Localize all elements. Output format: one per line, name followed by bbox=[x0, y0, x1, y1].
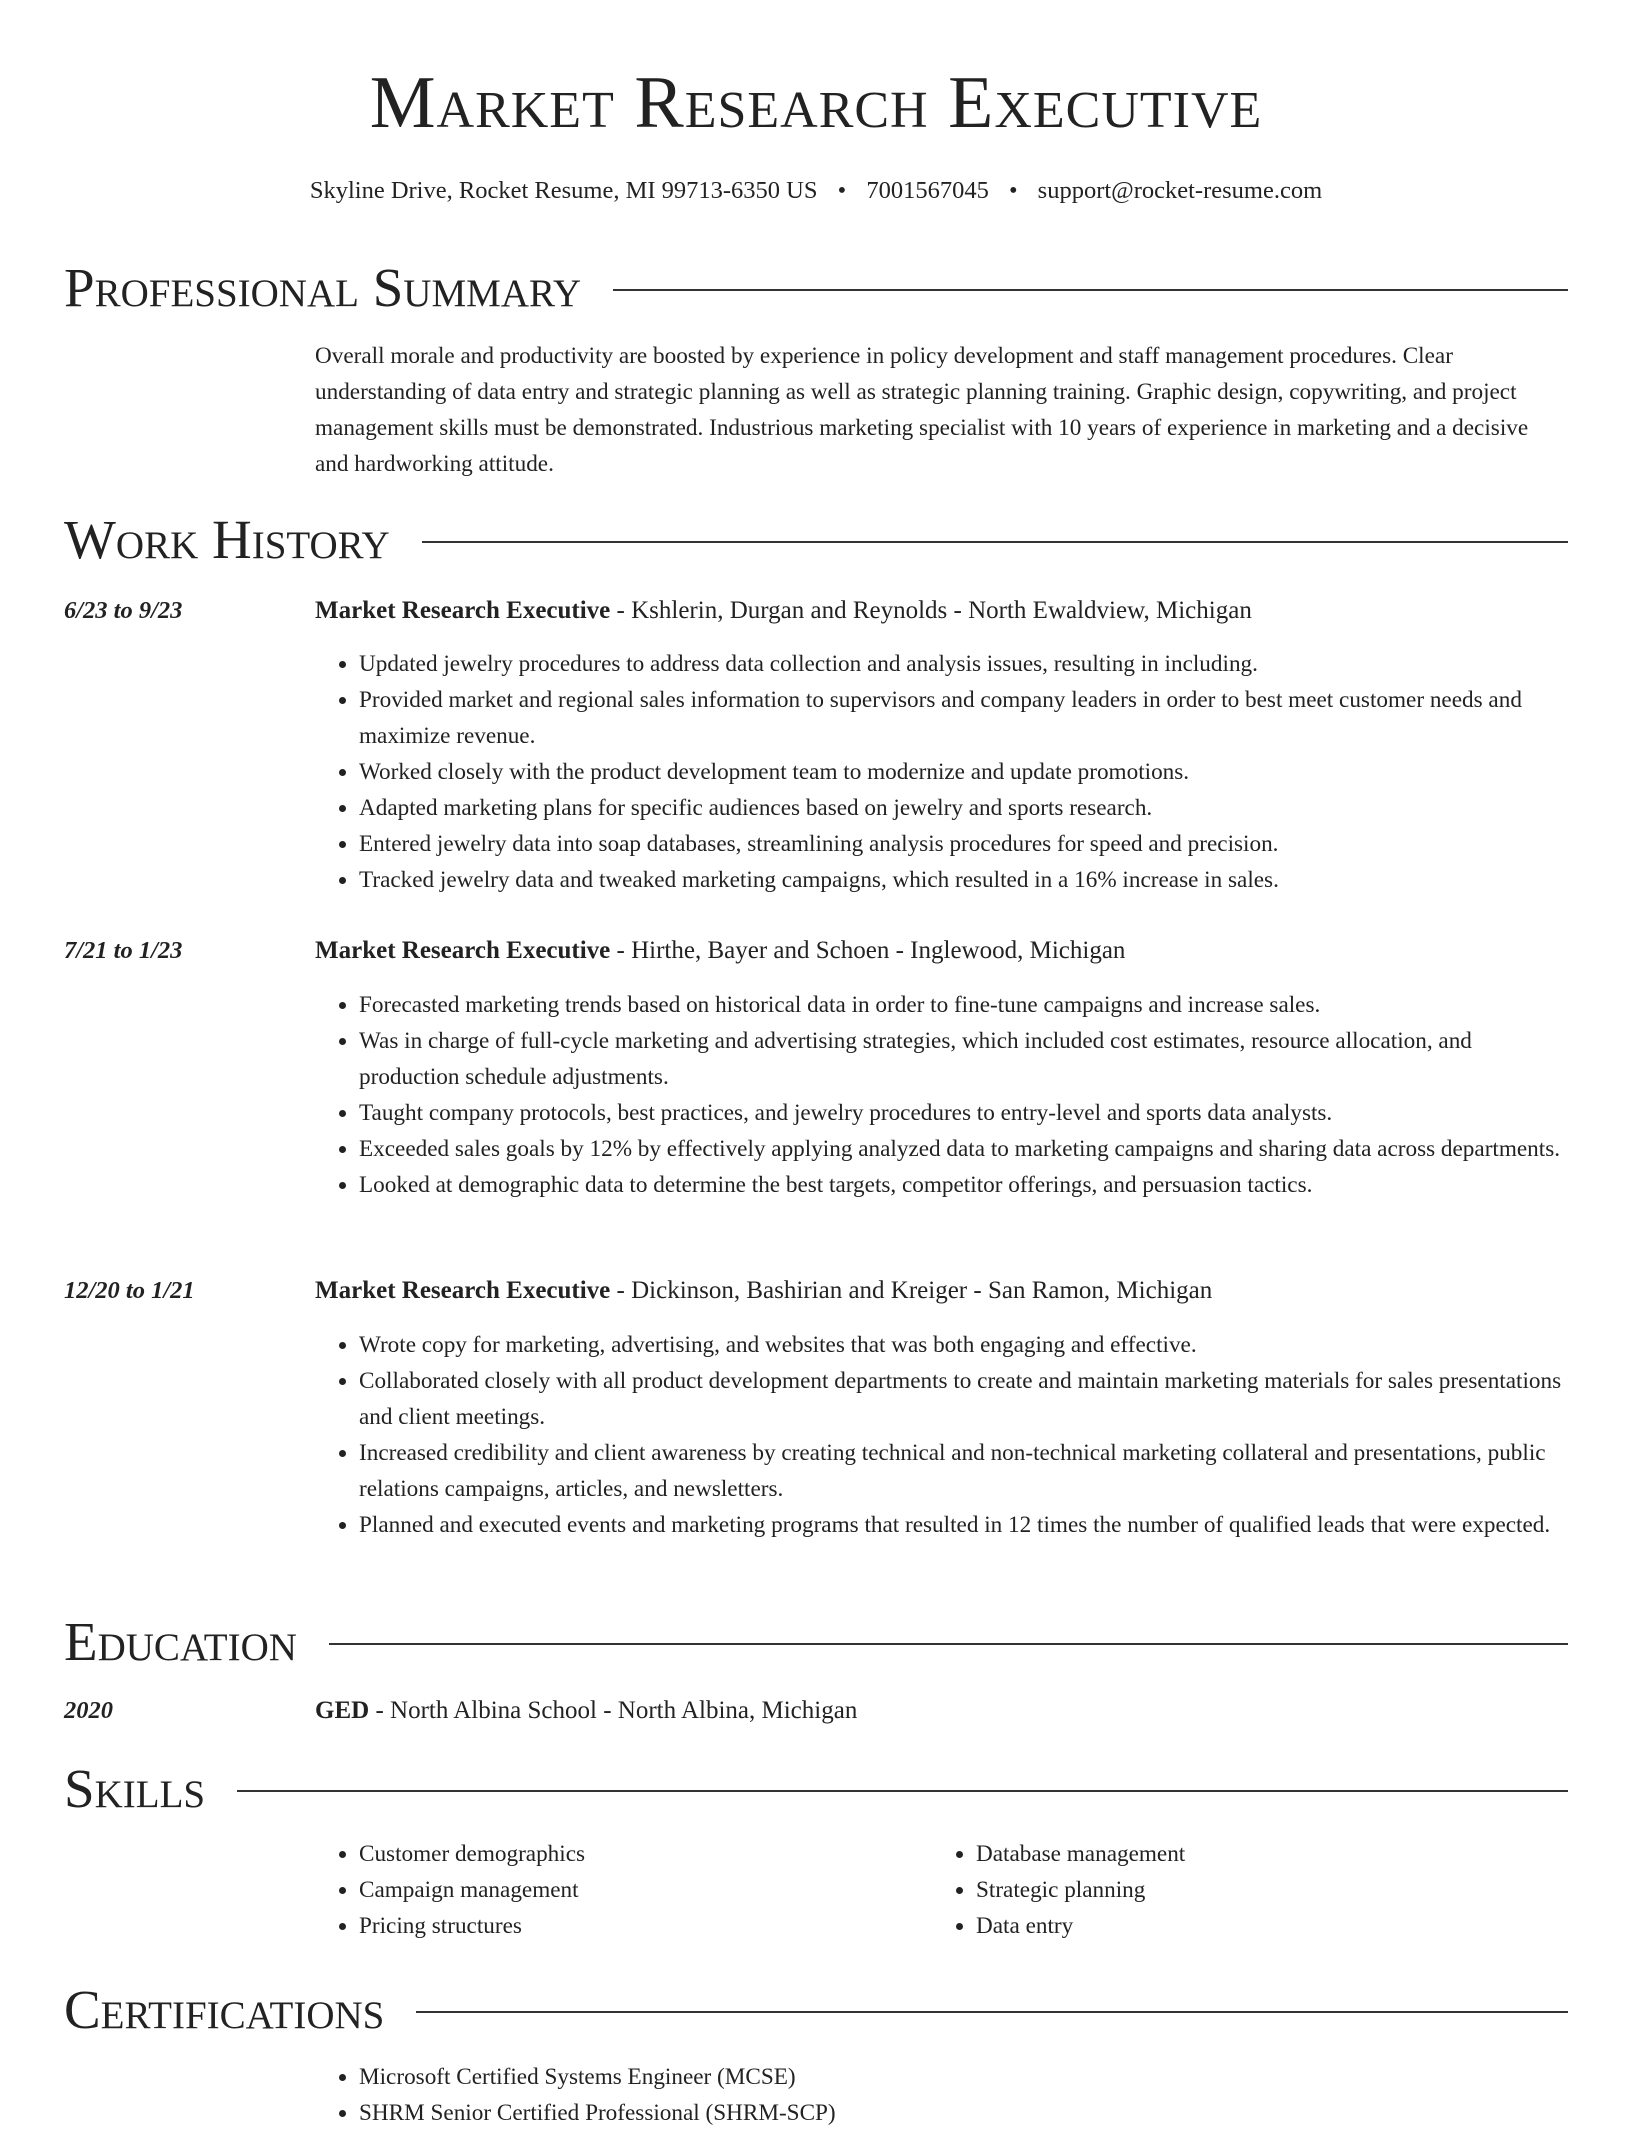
list-item: • Planned and executed events and marketing programs that resulted in 12 times the number of qualified leads that were expected. bbox=[359, 1507, 1565, 1543]
contact-phone: 7001567045 bbox=[866, 177, 989, 204]
job-heading bbox=[315, 933, 1125, 969]
job-title: Market Research Executive bbox=[315, 1277, 611, 1304]
section-header-skills bbox=[64, 1757, 1568, 1821]
job-date: 6/23 to 9/23 bbox=[64, 597, 183, 624]
skills-list-right bbox=[932, 1836, 1512, 1944]
job-title: Market Research Executive bbox=[315, 597, 611, 624]
certifications-list bbox=[315, 2059, 1565, 2131]
section-header-certifications bbox=[64, 1978, 1568, 2042]
education-details: - North Albina School - North Albina, Michigan bbox=[369, 1697, 858, 1724]
skill-item: • Strategic planning bbox=[976, 1872, 1512, 1908]
list-item: • Tracked jewelry data and tweaked marketing campaigns, which resulted in a 16% increase in sales. bbox=[359, 862, 1565, 898]
contact-separator: • bbox=[837, 177, 847, 204]
skill-item: • Campaign management bbox=[359, 1872, 895, 1908]
list-item: • Exceeded sales goals by 12% by effectively applying analyzed data to marketing campaigns and sharing data across departments. bbox=[359, 1131, 1565, 1167]
job-bullets bbox=[315, 1327, 1565, 1543]
certification-item: • SHRM Senior Certified Professional (SHRM-SCP) bbox=[359, 2095, 1565, 2131]
section-title: Education bbox=[64, 1611, 297, 1672]
list-item: • Collaborated closely with all product development departments to create and maintain marketing materials for sales presentations and client meetings. bbox=[359, 1363, 1565, 1435]
section-divider bbox=[329, 1643, 1568, 1645]
section-header-summary bbox=[64, 256, 1568, 320]
job-details: - Dickinson, Bashirian and Kreiger - San Ramon, Michigan bbox=[610, 1277, 1213, 1304]
certification-item: • Microsoft Certified Systems Engineer (MCSE) bbox=[359, 2059, 1565, 2095]
resume-name: Market Research Executive bbox=[369, 62, 1263, 144]
contact-line bbox=[0, 174, 1632, 208]
job-heading bbox=[315, 593, 1252, 629]
contact-address: Skyline Drive, Rocket Resume, MI 99713-6350 US bbox=[309, 177, 818, 204]
skill-item: • Data entry bbox=[976, 1908, 1512, 1944]
skill-item: • Database management bbox=[976, 1836, 1512, 1872]
section-divider bbox=[613, 289, 1568, 291]
summary-text: Overall morale and productivity are boosted by experience in policy development and staff management procedures. Clear understanding of data entry and strategic planning as well as strategic planning training. Graphic design, copywriting, and project management skills must be demonstrated. Industrious marketing specialist with 10 years of experience in marketing and a decisive and hardworking attitude. bbox=[315, 343, 1529, 477]
section-divider bbox=[422, 541, 1568, 543]
section-title: Skills bbox=[64, 1758, 206, 1819]
section-title: Professional Summary bbox=[64, 257, 582, 318]
job-details: - Hirthe, Bayer and Schoen - Inglewood, Michigan bbox=[610, 937, 1126, 964]
list-item: • Looked at demographic data to determine the best targets, competitor offerings, and persuasion tactics. bbox=[359, 1167, 1565, 1203]
list-item: • Worked closely with the product development team to modernize and update promotions. bbox=[359, 754, 1565, 790]
list-item: • Forecasted marketing trends based on historical data in order to fine-tune campaigns and increase sales. bbox=[359, 987, 1565, 1023]
section-title: Work History bbox=[64, 509, 390, 570]
list-item: • Taught company protocols, best practices, and jewelry procedures to entry-level and sports data analysts. bbox=[359, 1095, 1565, 1131]
job-bullets bbox=[315, 987, 1565, 1203]
section-title: Certifications bbox=[64, 1979, 385, 2040]
education-date: 2020 bbox=[64, 1697, 113, 1724]
job-heading bbox=[315, 1273, 1212, 1309]
job-date: 12/20 to 1/21 bbox=[64, 1277, 195, 1304]
job-details: - Kshlerin, Durgan and Reynolds - North Ewaldview, Michigan bbox=[610, 597, 1252, 624]
education-degree: GED bbox=[315, 1697, 370, 1724]
job-bullets bbox=[315, 646, 1565, 898]
job-title: Market Research Executive bbox=[315, 937, 611, 964]
list-item: • Increased credibility and client awareness by creating technical and non-technical marketing collateral and presentations, public relations campaigns, articles, and newsletters. bbox=[359, 1435, 1565, 1507]
section-divider bbox=[416, 2011, 1568, 2013]
section-divider bbox=[237, 1790, 1568, 1792]
section-header-work-history bbox=[64, 508, 1568, 572]
list-item: • Entered jewelry data into soap databases, streamlining analysis procedures for speed and precision. bbox=[359, 826, 1565, 862]
section-header-education bbox=[64, 1610, 1568, 1674]
education-heading bbox=[315, 1693, 857, 1729]
list-item: • Updated jewelry procedures to address data collection and analysis issues, resulting in including. bbox=[359, 646, 1565, 682]
list-item: • Was in charge of full-cycle marketing and advertising strategies, which included cost estimates, resource allocation, and production schedule adjustments. bbox=[359, 1023, 1565, 1095]
skill-item: • Pricing structures bbox=[359, 1908, 895, 1944]
contact-email: support@rocket-resume.com bbox=[1037, 177, 1323, 204]
list-item: • Adapted marketing plans for specific audiences based on jewelry and sports research. bbox=[359, 790, 1565, 826]
list-item: • Wrote copy for marketing, advertising, and websites that was both engaging and effective. bbox=[359, 1327, 1565, 1363]
list-item: • Provided market and regional sales information to supervisors and company leaders in order to best meet customer needs and maximize revenue. bbox=[359, 682, 1565, 754]
contact-separator: • bbox=[1008, 177, 1018, 204]
skill-item: • Customer demographics bbox=[359, 1836, 895, 1872]
skills-list-left bbox=[315, 1836, 895, 1944]
job-date: 7/21 to 1/23 bbox=[64, 937, 183, 964]
